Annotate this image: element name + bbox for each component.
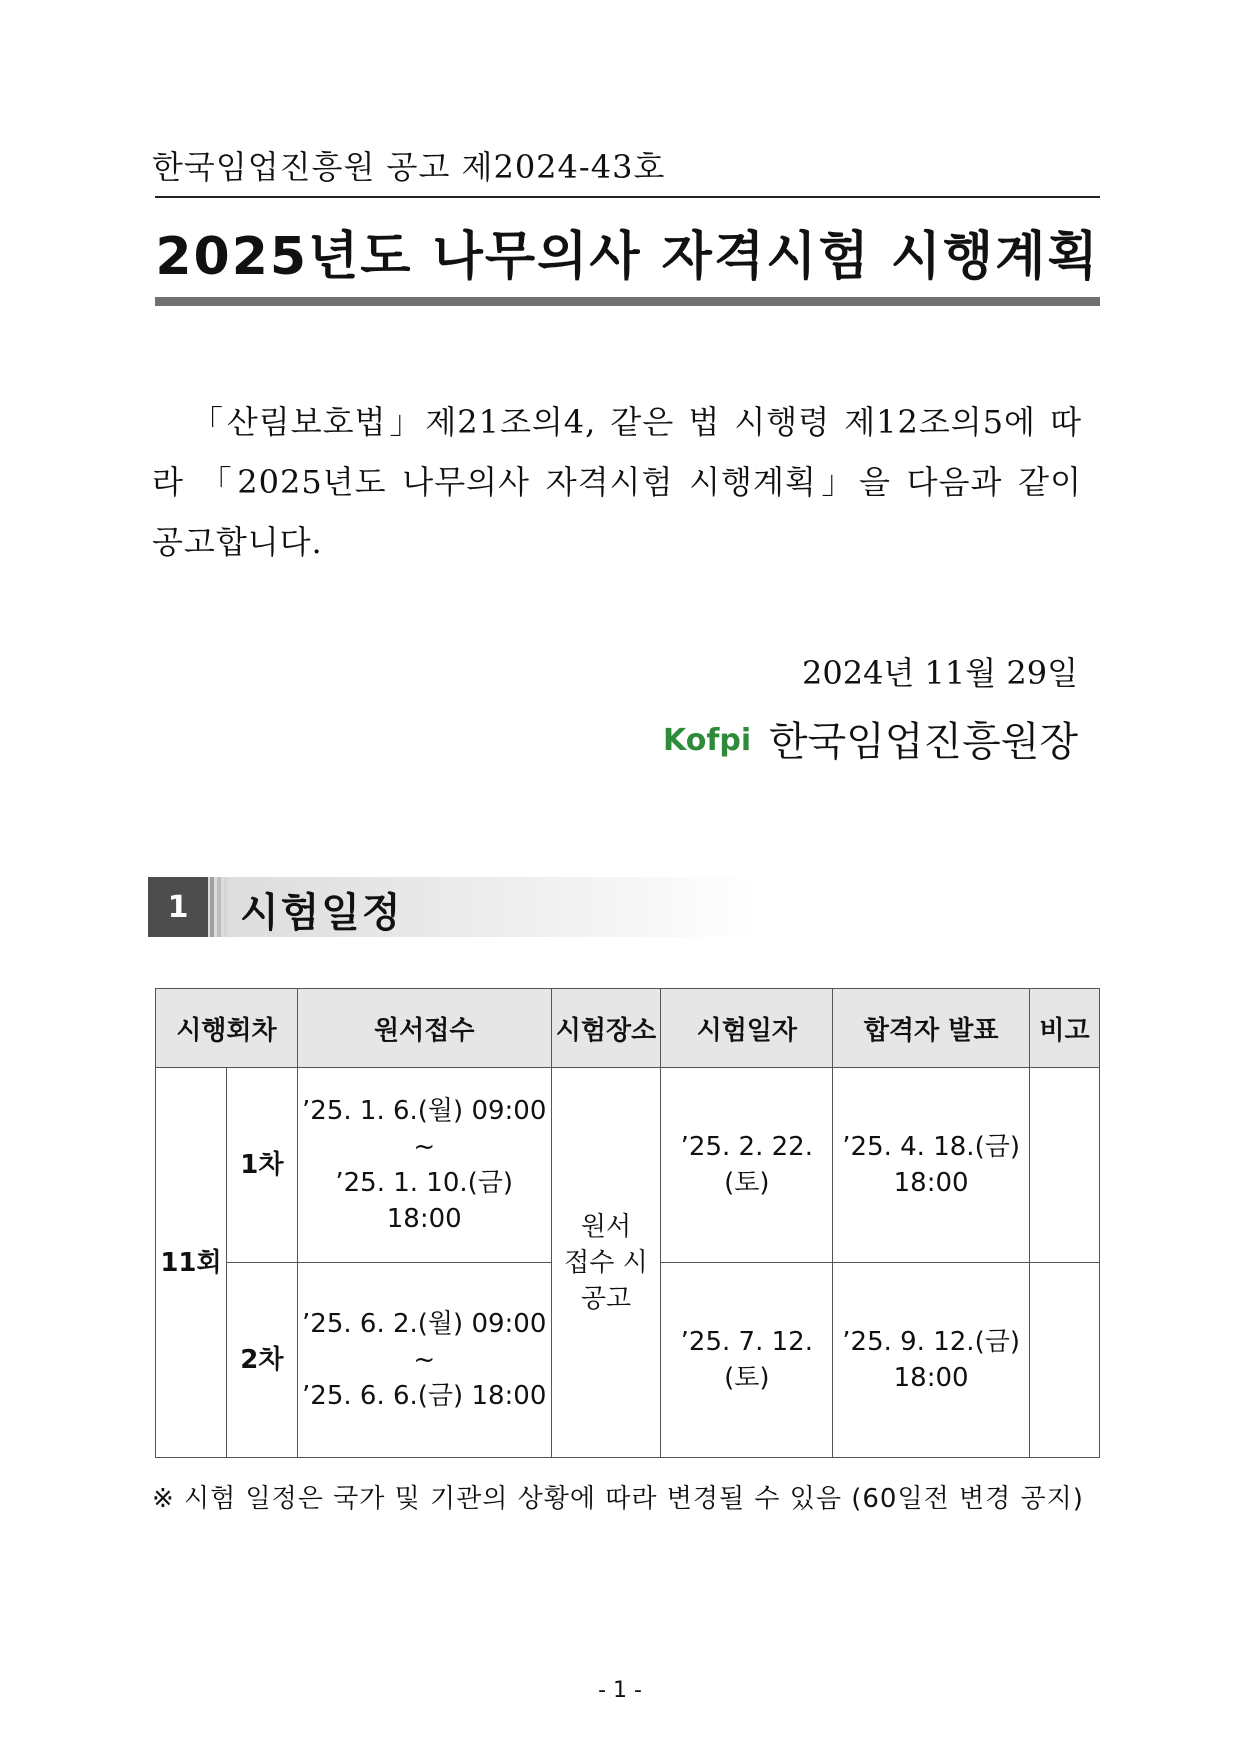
stage-cell: 2차 xyxy=(226,1263,297,1458)
venue-cell xyxy=(551,1068,661,1458)
header-cell: 시행회차 xyxy=(156,989,298,1068)
round-cell: 11회 xyxy=(156,1068,227,1458)
header-cell: 시험일자 xyxy=(661,989,833,1068)
venue-text: 원서 접수 시 공고 xyxy=(564,1211,648,1314)
table-row xyxy=(156,1068,1100,1263)
exam-date-cell: ’25. 7. 12.(토) xyxy=(661,1263,833,1458)
application-tilde: ~ xyxy=(413,1132,436,1162)
result-time: 18:00 xyxy=(893,1168,969,1198)
exam-schedule-table xyxy=(155,988,1100,1458)
section-title: 시험일정 xyxy=(240,890,403,936)
header-cell: 비고 xyxy=(1030,989,1100,1068)
section-stripe xyxy=(210,877,214,937)
intro-text: 「산림보호법」제21조의4, 같은 법 시행령 제12조의5에 따라 「2025년도 나무의사 자격시험 시행계획」을 다음과 같이 공고합니다. xyxy=(152,403,1082,561)
kofpi-logo xyxy=(663,719,757,759)
section-stripe xyxy=(217,877,221,937)
title-top-rule xyxy=(155,196,1100,198)
announcement-date: 2024년 11월 29일 xyxy=(802,654,1078,692)
table-header-row xyxy=(156,989,1100,1068)
issuer-block xyxy=(640,710,1078,767)
document-title: 2025년도 나무의사 자격시험 시행계획 xyxy=(155,227,1100,287)
stage-cell: 1차 xyxy=(226,1068,297,1263)
application-end: ’25. 1. 10.(금) 18:00 xyxy=(335,1168,514,1234)
logo-text: Kofpi xyxy=(662,722,752,758)
issuer-name: 한국임업진흥원장 xyxy=(768,719,1078,765)
section-stripe xyxy=(224,877,227,937)
application-end: ’25. 6. 6.(금) 18:00 xyxy=(302,1381,547,1411)
intro-paragraph xyxy=(152,392,1082,572)
result-cell xyxy=(833,1263,1030,1458)
application-cell xyxy=(297,1263,551,1458)
result-date: ’25. 4. 18.(금) xyxy=(842,1132,1020,1162)
result-cell xyxy=(833,1068,1030,1263)
header-cell: 시험장소 xyxy=(551,989,661,1068)
title-bottom-rule xyxy=(155,297,1100,306)
result-time: 18:00 xyxy=(893,1363,969,1393)
schedule-note: ※ 시험 일정은 국가 및 기관의 상황에 따라 변경될 수 있음 (60일전 변경 공지) xyxy=(152,1484,1084,1514)
section-header xyxy=(148,877,758,937)
application-cell xyxy=(297,1068,551,1263)
page-number: - 1 - xyxy=(598,1678,642,1703)
notice-number: 한국임업진흥원 공고 제2024-43호 xyxy=(152,148,666,186)
application-start: ’25. 1. 6.(월) 09:00 xyxy=(302,1096,547,1126)
section-number: 1 xyxy=(148,877,208,937)
result-date: ’25. 9. 12.(금) xyxy=(842,1327,1020,1357)
remark-cell xyxy=(1030,1068,1100,1263)
exam-date-cell: ’25. 2. 22.(토) xyxy=(661,1068,833,1263)
application-tilde: ~ xyxy=(413,1345,436,1375)
remark-cell xyxy=(1030,1263,1100,1458)
header-cell: 합격자 발표 xyxy=(833,989,1030,1068)
application-start: ’25. 6. 2.(월) 09:00 xyxy=(302,1309,547,1339)
header-cell: 원서접수 xyxy=(297,989,551,1068)
